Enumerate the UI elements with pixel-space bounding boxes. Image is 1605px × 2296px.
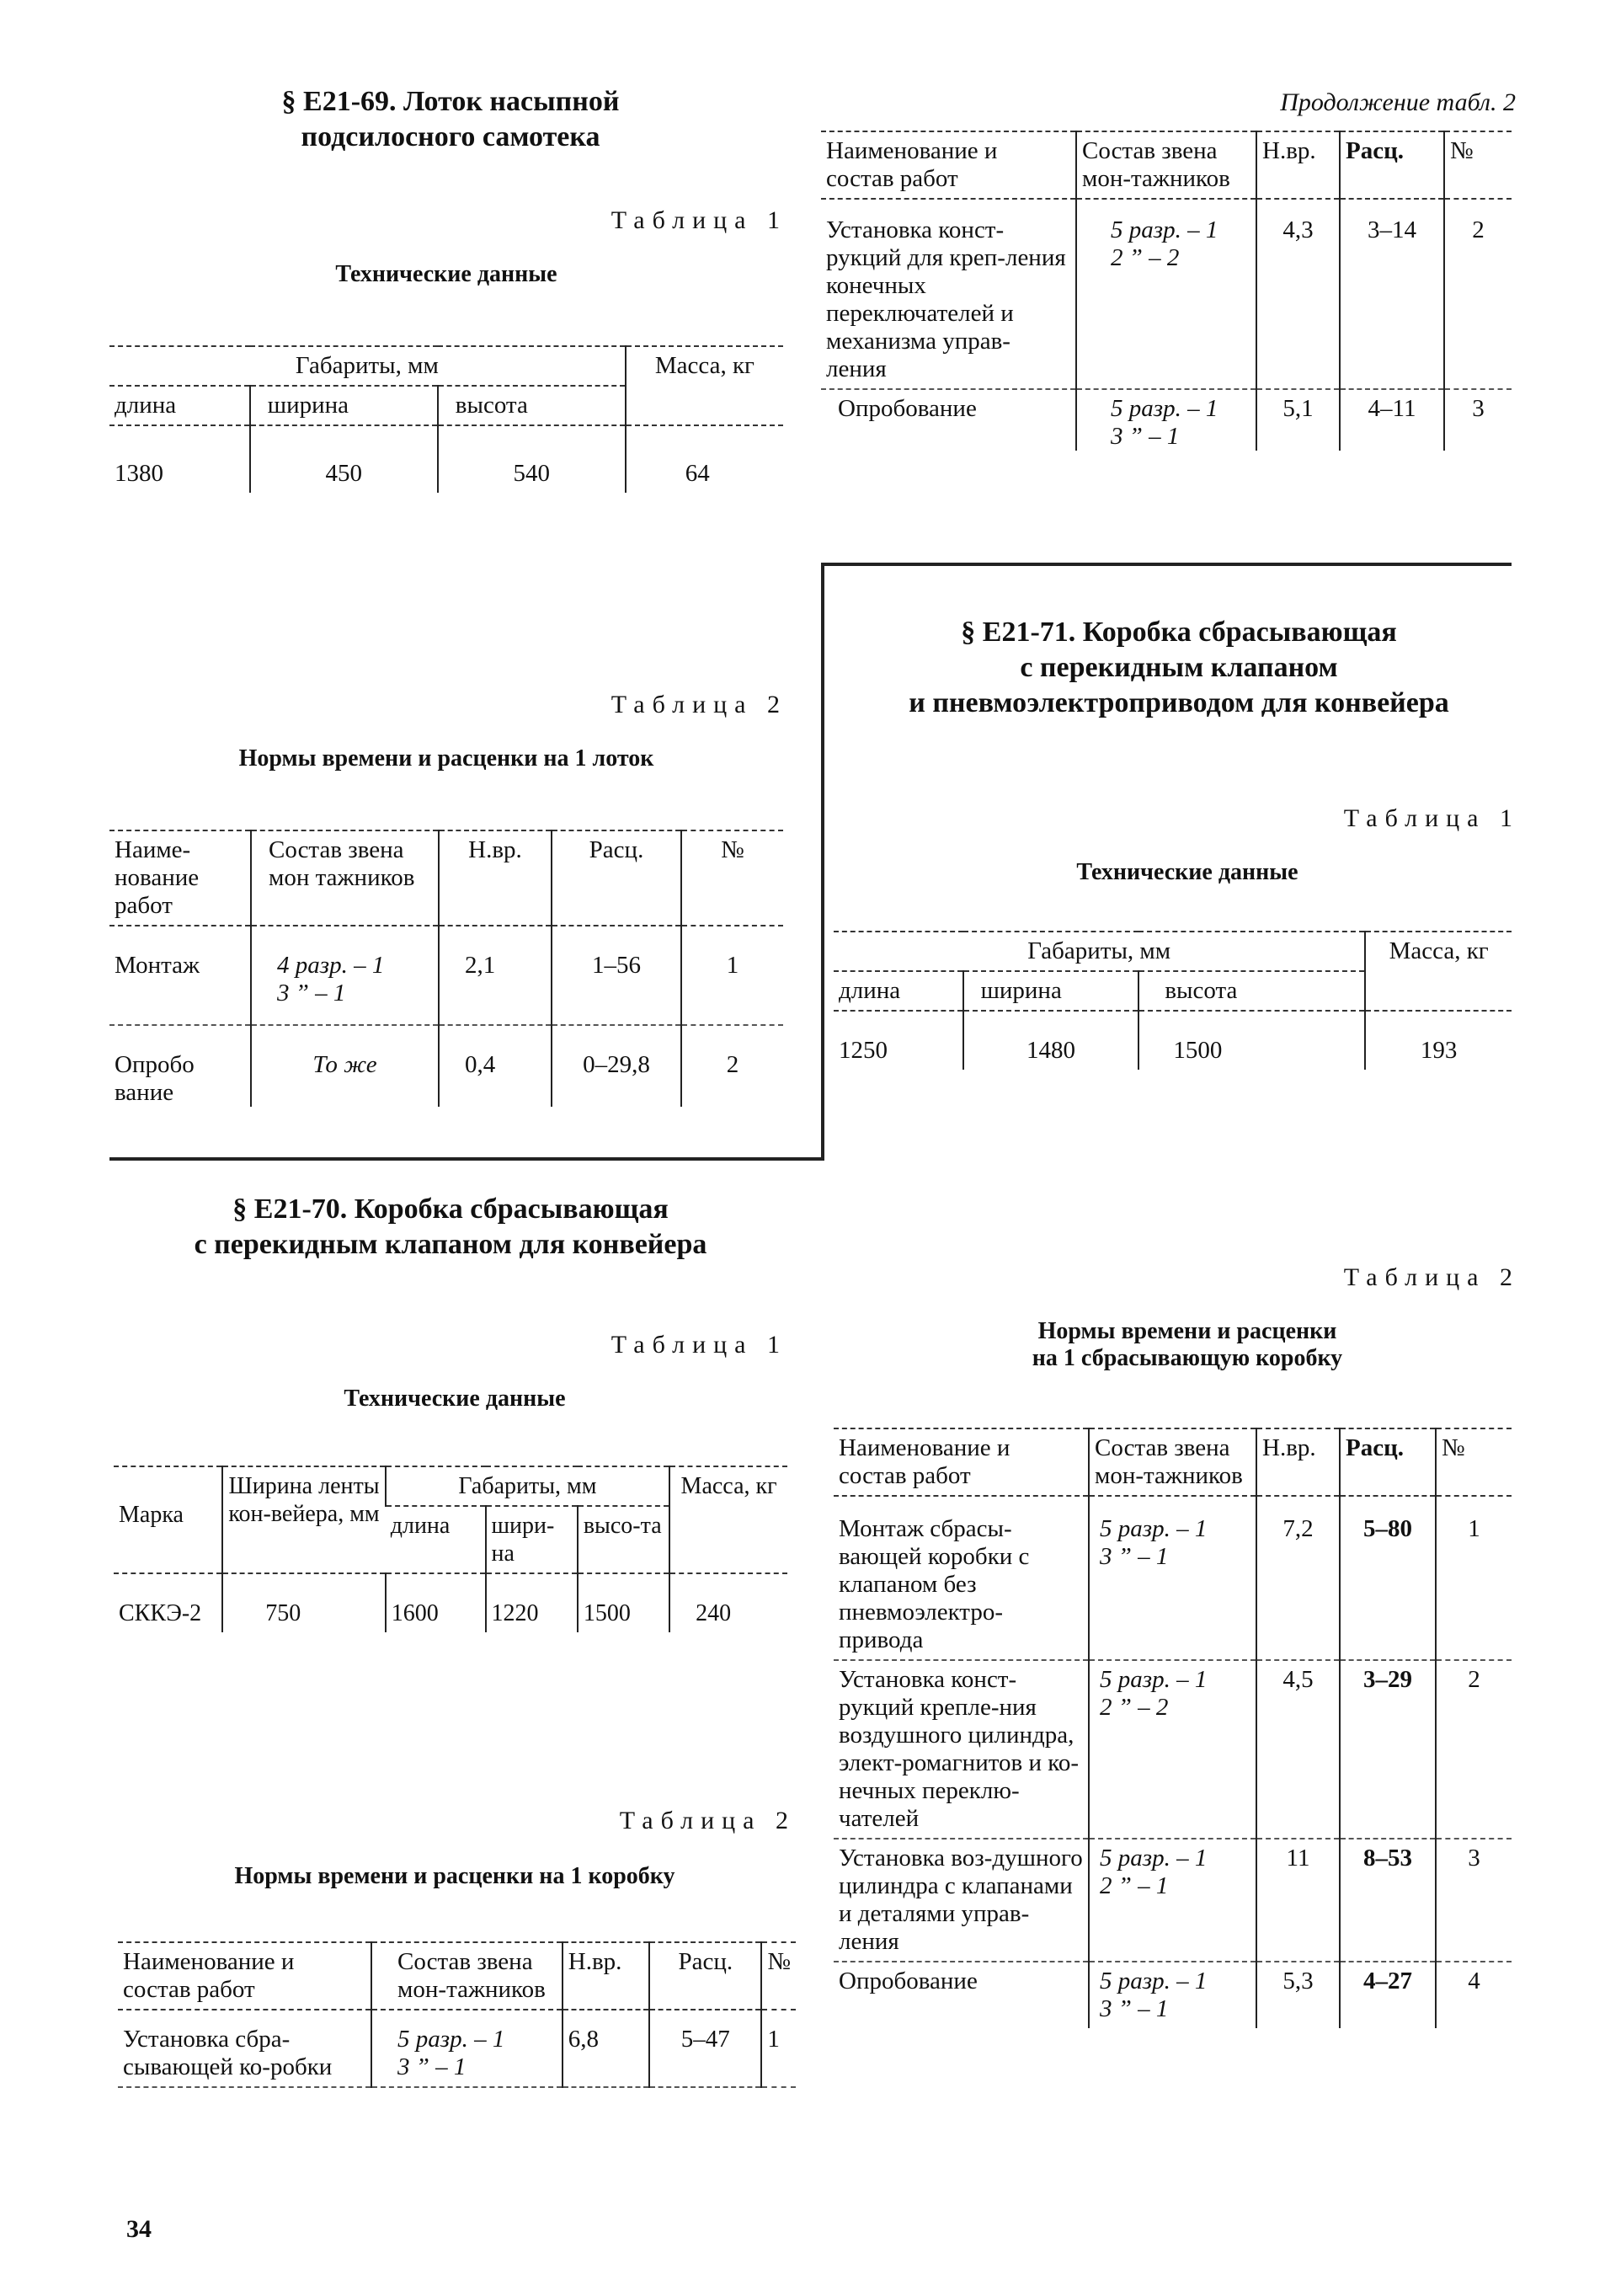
cont-r1-rate: 3–14 <box>1340 199 1444 389</box>
s69-t1-h-wid: ширина <box>250 386 438 425</box>
s71-t2-r1-no: 1 <box>1436 1496 1512 1660</box>
s70-t1-mark: СККЭ-2 <box>119 1600 202 1626</box>
s69-t2-r1-name: Монтаж <box>109 926 251 1025</box>
s70-t1-h-hei: высо-та <box>578 1506 669 1573</box>
s71-heading-line2: с перекидным клапаном <box>1020 652 1338 683</box>
s69-t1-wid: 450 <box>250 425 438 493</box>
s71-t1-caption: Технические данные <box>1076 859 1298 885</box>
cont-table <box>821 131 1512 451</box>
s70-heading <box>109 1192 792 1263</box>
s71-table2 <box>834 1428 1512 2028</box>
s69-t1-h-mass: Масса, кг <box>626 346 783 425</box>
cont-h-rate: Расц. <box>1340 131 1444 199</box>
cont-r2-no: 3 <box>1444 389 1512 451</box>
s69-t1-hei: 540 <box>438 425 626 493</box>
s71-t2-r1-name: Монтаж сбрасы-вающей коробки с клапаном без пневмоэлектро-привода <box>834 1496 1089 1660</box>
s71-t2-h-norm: Н.вр. <box>1256 1428 1340 1496</box>
cont-r1-norm: 4,3 <box>1256 199 1340 389</box>
s69-t1-h-hei: высота <box>438 386 626 425</box>
s69-heading <box>109 84 792 155</box>
frame-bottom-line <box>109 1157 823 1161</box>
s70-t2-h-no: № <box>761 1942 796 2010</box>
s69-t2-h-rate: Расц. <box>552 830 681 926</box>
s69-t2-h-name: Наиме-нование работ <box>109 830 251 926</box>
s71-heading-line3: и пневмоэлектроприводом для конвейера <box>909 687 1449 718</box>
s71-t2-r1-crew: 5 разр. – 1 3 ” – 1 <box>1089 1496 1256 1660</box>
s71-t2-r1-norm: 7,2 <box>1256 1496 1340 1660</box>
s71-t2-h-rate: Расц. <box>1340 1428 1436 1496</box>
cont-h-no: № <box>1444 131 1512 199</box>
s69-t2-label: Таблица 2 <box>611 691 787 718</box>
s70-t1-len: 1600 <box>386 1573 486 1632</box>
s71-t2-h-no: № <box>1436 1428 1512 1496</box>
cont-r1-crew: 5 разр. – 1 2 ” – 2 <box>1076 199 1256 389</box>
s70-t1-belt: 750 <box>222 1573 385 1632</box>
s71-t1-h-len: длина <box>834 971 963 1011</box>
s70-t1-caption: Технические данные <box>344 1386 566 1412</box>
s71-t1-hei: 1500 <box>1138 1011 1365 1070</box>
cont-r1-no: 2 <box>1444 199 1512 389</box>
s71-t2-r4-norm: 5,3 <box>1256 1962 1340 2028</box>
s71-t1-label: Таблица 1 <box>1343 804 1520 832</box>
s71-heading <box>834 615 1524 721</box>
s71-t1-h-mass: Масса, кг <box>1365 932 1512 1011</box>
s69-t1-len: 1380 <box>115 460 163 487</box>
s69-t2-r1-crew: 4 разр. – 1 3 ” – 1 <box>251 926 439 1025</box>
cont-label: Продолжение табл. 2 <box>1280 88 1516 116</box>
s69-t1-label: Таблица 1 <box>611 206 787 234</box>
cont-r2-norm: 5,1 <box>1256 389 1340 451</box>
s71-t2-label: Таблица 2 <box>1343 1263 1520 1291</box>
s69-t2-r2-crew: То же <box>251 1025 439 1107</box>
frame-top-line <box>821 563 1512 566</box>
s71-t2-r3-norm: 11 <box>1256 1839 1340 1962</box>
s69-t2-r1-rate: 1–56 <box>552 926 681 1025</box>
s70-t2-caption: Нормы времени и расценки на 1 коробку <box>234 1863 675 1889</box>
s69-table2 <box>109 830 783 1107</box>
cont-r2-name: Опробование <box>838 395 977 422</box>
s70-t2-h-norm: Н.вр. <box>563 1942 650 2010</box>
s70-t2-r1-norm: 6,8 <box>563 2010 650 2087</box>
s71-t2-r4-rate: 4–27 <box>1340 1962 1436 2028</box>
s69-t2-r2-rate: 0–29,8 <box>552 1025 681 1107</box>
cont-h-crew: Состав звена мон-тажников <box>1076 131 1256 199</box>
s71-t1-h-wid: ширина <box>963 971 1139 1011</box>
s69-t2-r2-norm: 0,4 <box>439 1025 552 1107</box>
page-number: 34 <box>126 2215 152 2243</box>
s69-t2-h-no: № <box>681 830 783 926</box>
s69-t1-mass: 64 <box>626 425 783 493</box>
s71-t2-r2-no: 2 <box>1436 1660 1512 1839</box>
s71-t2-r3-rate: 8–53 <box>1340 1839 1436 1962</box>
s71-table1 <box>834 931 1512 1070</box>
s70-t2-r1-name: Установка сбра-сывающей ко-робки <box>118 2010 371 2087</box>
s71-t2-r4-name: Опробование <box>839 1968 978 1994</box>
s71-t1-len: 1250 <box>839 1037 888 1064</box>
s69-heading-line1: § Е21-69. Лоток насыпной <box>281 86 620 117</box>
s70-t1-h-mark: Марка <box>114 1466 222 1573</box>
s71-t2-r1-rate: 5–80 <box>1340 1496 1436 1660</box>
s69-t2-r2-no: 2 <box>681 1025 783 1107</box>
s69-t1-caption: Технические данные <box>335 261 557 287</box>
s70-heading-line2: с перекидным клапаном для конвейера <box>194 1229 707 1260</box>
s70-t1-label: Таблица 1 <box>611 1331 787 1359</box>
s71-t2-caption-line2: на 1 сбрасывающую коробку <box>1032 1345 1343 1371</box>
s71-t2-r3-name: Установка воз-душного цилиндра с клапанами и деталями управ-ления <box>834 1839 1089 1962</box>
cont-h-norm: Н.вр. <box>1256 131 1340 199</box>
s71-t2-r2-crew: 5 разр. – 1 2 ” – 2 <box>1089 1660 1256 1839</box>
s70-t2-h-rate: Расц. <box>649 1942 761 2010</box>
s71-t1-h-gab: Габариты, мм <box>834 932 1365 971</box>
s71-t2-h-name: Наименование и состав работ <box>834 1428 1089 1496</box>
s70-t2-r1-crew: 5 разр. – 1 3 ” – 1 <box>371 2010 563 2087</box>
s71-t2-h-crew: Состав звена мон-тажников <box>1089 1428 1256 1496</box>
cont-h-name: Наименование и состав работ <box>821 131 1076 199</box>
s71-t1-mass: 193 <box>1365 1011 1512 1070</box>
s70-t1-wid: 1220 <box>486 1573 578 1632</box>
s70-t1-h-belt: Ширина ленты кон-вейера, мм <box>222 1466 385 1573</box>
s69-t2-r1-norm: 2,1 <box>439 926 552 1025</box>
s71-t1-wid: 1480 <box>963 1011 1139 1070</box>
s69-t2-caption: Нормы времени и расценки на 1 лоток <box>238 745 654 772</box>
s69-table1 <box>109 345 783 493</box>
s71-t2-caption <box>926 1318 1448 1372</box>
s70-t1-hei: 1500 <box>578 1573 669 1632</box>
s71-t2-r4-no: 4 <box>1436 1962 1512 2028</box>
s70-table1 <box>114 1466 787 1632</box>
cont-r2-rate: 4–11 <box>1340 389 1444 451</box>
s70-heading-line1: § Е21-70. Коробка сбрасывающая <box>232 1193 669 1225</box>
s71-t2-r2-rate: 3–29 <box>1340 1660 1436 1839</box>
s71-t1-h-hei: высота <box>1138 971 1365 1011</box>
s70-t1-mass: 240 <box>669 1573 787 1632</box>
s71-t2-r2-name: Установка конст-рукций крепле-ния воздушного цилиндра, элект-ромагнитов и ко-нечных переклю-чателей <box>834 1660 1089 1839</box>
s69-t2-r1-no: 1 <box>681 926 783 1025</box>
s71-t2-r3-crew: 5 разр. – 1 2 ” – 1 <box>1089 1839 1256 1962</box>
s69-t2-r2-name: Опробо вание <box>115 1051 195 1106</box>
s71-heading-line1: § Е21-71. Коробка сбрасывающая <box>961 617 1397 648</box>
s70-t1-h-mass: Масса, кг <box>669 1466 787 1573</box>
s71-t2-r3-no: 3 <box>1436 1839 1512 1962</box>
cont-r1-name: Установка конст-рукций для креп-ления конечных переключателей и механизма управ-ления <box>821 199 1076 389</box>
s70-t2-label: Таблица 2 <box>619 1807 796 1834</box>
frame-vertical-line <box>821 563 824 1161</box>
s71-t2-caption-line1: Нормы времени и расценки <box>1037 1318 1337 1344</box>
cont-r2-crew: 5 разр. – 1 3 ” – 1 <box>1076 389 1256 451</box>
s69-t2-h-crew: Состав звена мон тажников <box>251 830 439 926</box>
s70-t1-h-len: длина <box>386 1506 486 1573</box>
s70-t2-r1-rate: 5–47 <box>649 2010 761 2087</box>
s70-t2-h-name: Наименование и состав работ <box>118 1942 371 2010</box>
s69-t2-h-norm: Н.вр. <box>439 830 552 926</box>
s70-table2 <box>118 1941 796 2088</box>
s69-t1-h-gab: Габариты, мм <box>109 346 626 386</box>
s71-t2-r4-crew: 5 разр. – 1 3 ” – 1 <box>1089 1962 1256 2028</box>
s70-t2-h-crew: Состав звена мон-тажников <box>371 1942 563 2010</box>
s70-t2-r1-no: 1 <box>761 2010 796 2087</box>
s71-t2-r2-norm: 4,5 <box>1256 1660 1340 1839</box>
s70-t1-h-gab: Габариты, мм <box>386 1466 669 1506</box>
s69-heading-line2: подсилосного самотека <box>301 121 600 152</box>
s70-t1-h-wid: шири-на <box>486 1506 578 1573</box>
s69-t1-h-len: длина <box>109 386 250 425</box>
